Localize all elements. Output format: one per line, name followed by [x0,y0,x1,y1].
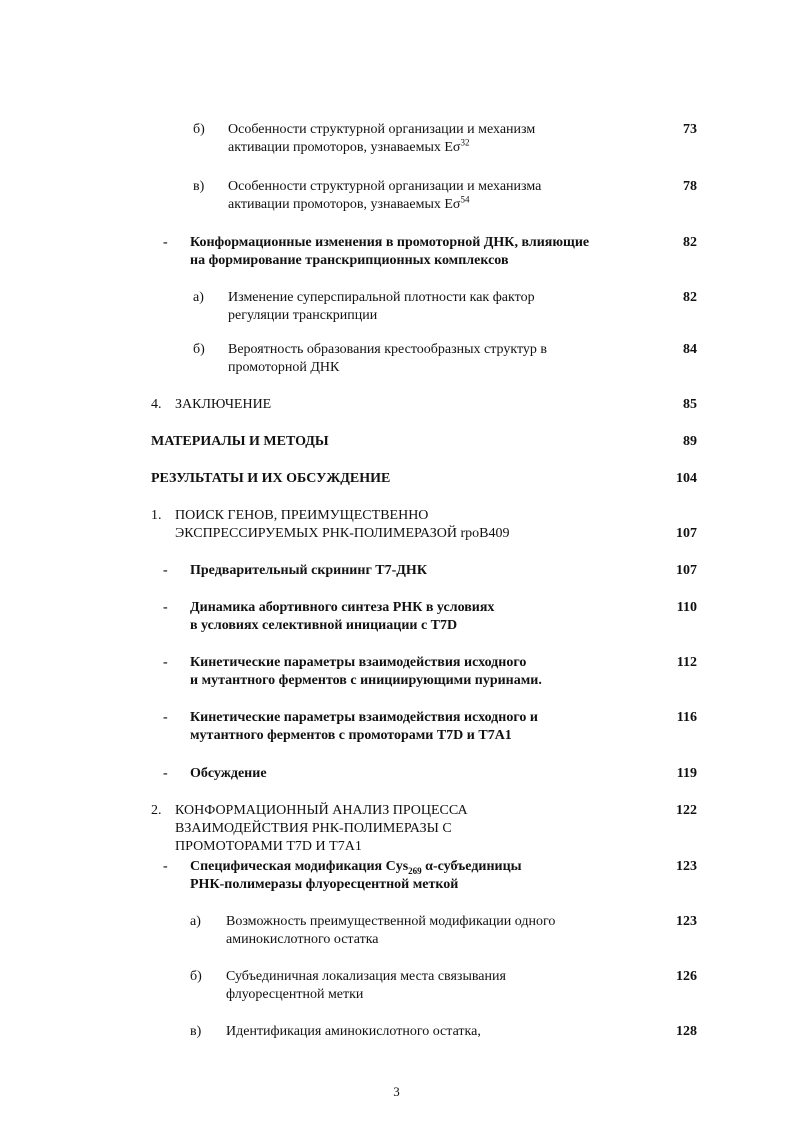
toc-line: ПОИСК ГЕНОВ, ПРЕИМУЩЕСТВЕННО [175,508,429,523]
toc-line: активации промоторов, узнаваемых $E\sigma^{54}$ [228,194,470,212]
toc-marker: а) [190,914,201,929]
toc-line: Особенности структурной организации и механизм [228,122,536,137]
toc-page: 82 [683,235,697,250]
toc-line: Специфическая модификация Cys$_{269}$ α-субъединицы [190,859,522,876]
toc-line: ВЗАИМОДЕЙСТВИЯ РНК-ПОЛИМЕРАЗЫ С [175,821,452,836]
toc-line: РНК-полимеразы флуоресцентной меткой [190,877,459,892]
toc-marker: - [163,766,168,781]
toc-page: 110 [676,600,697,615]
toc-line: флуоресцентной метки [226,987,364,1002]
toc-line: КОНФОРМАЦИОННЫЙ АНАЛИЗ ПРОЦЕССА [175,803,468,818]
toc-marker: 1. [151,508,162,523]
toc-marker: - [163,859,168,874]
toc-line: Конформационные изменения в промоторной ДНК, влияющие [190,235,590,250]
toc-marker: а) [193,290,204,305]
section-heading: МАТЕРИАЛЫ И МЕТОДЫ [151,434,329,449]
toc-line: промоторной ДНК [228,360,340,375]
toc-line: регуляции транскрипции [228,308,378,323]
toc-page: 116 [676,710,697,725]
toc-page: 122 [676,803,697,818]
toc-page: 123 [676,914,697,929]
toc-page: 89 [683,434,697,449]
toc-page: 104 [676,471,697,486]
toc-page: 107 [676,526,697,541]
toc-line: ПРОМОТОРАМИ T7D И T7A1 [175,839,362,854]
toc-line: в условиях селективной инициации с T7D [190,618,458,633]
toc-marker: б) [193,122,205,137]
toc-line: Динамика абортивного синтеза РНК в условиях [190,600,495,615]
toc-marker: б) [190,969,202,984]
toc-page: 128 [676,1024,697,1039]
toc-line: Изменение суперспиральной плотности как фактор [228,290,535,305]
toc-line: Кинетические параметры взаимодействия исходного [190,655,527,670]
toc-line: и мутантного ферментов с инициирующими пуринами. [190,673,542,688]
toc-page: 73 [683,122,697,137]
toc-line: Субъединичная локализация места связывания [226,969,506,984]
section-heading: РЕЗУЛЬТАТЫ И ИХ ОБСУЖДЕНИЕ [151,471,391,486]
toc-line: ЭКСПРЕССИРУЕМЫХ РНК-ПОЛИМЕРАЗОЙ rpoB409 [175,526,510,541]
toc-marker: 2. [151,803,162,818]
toc-marker: - [163,710,168,725]
toc-line: ЗАКЛЮЧЕНИЕ [175,397,272,412]
page-number: 3 [393,1084,400,1099]
toc-marker: - [163,235,168,250]
toc-line: аминокислотного остатка [226,932,379,947]
toc-marker: - [163,563,168,578]
toc-line: Предварительный скрининг Т7-ДНК [190,563,427,578]
toc-page: 119 [676,766,697,781]
toc-line: на формирование транскрипционных комплексов [190,253,509,268]
toc-page: 85 [683,397,697,412]
toc-page: 84 [683,342,697,357]
toc-line: Вероятность образования крестообразных структур в [228,342,548,357]
toc-marker: 4. [151,397,162,412]
toc-marker: - [163,600,168,615]
toc-page: 126 [676,969,697,984]
toc-page: 107 [676,563,697,578]
toc-line: активации промоторов, узнаваемых $E\sigma^{32}$ [228,137,470,155]
toc-marker: в) [193,179,205,194]
toc-line: Особенности структурной организации и механизма [228,179,542,194]
toc-marker: - [163,655,168,670]
toc-line: Обсуждение [190,766,267,781]
toc-line: Кинетические параметры взаимодействия исходного и [190,710,538,725]
toc-page: 123 [676,859,697,874]
toc-line: Возможность преимущественной модификации одного [226,914,556,929]
toc-marker: б) [193,342,205,357]
toc-line: мутантного ферментов с промоторами T7D и T7A1 [190,728,512,743]
toc-page: 78 [683,179,697,194]
toc-marker: в) [190,1024,202,1039]
toc-page: 82 [683,290,697,305]
toc-page: 112 [676,655,697,670]
toc-line: Идентификация аминокислотного остатка, [226,1024,481,1039]
